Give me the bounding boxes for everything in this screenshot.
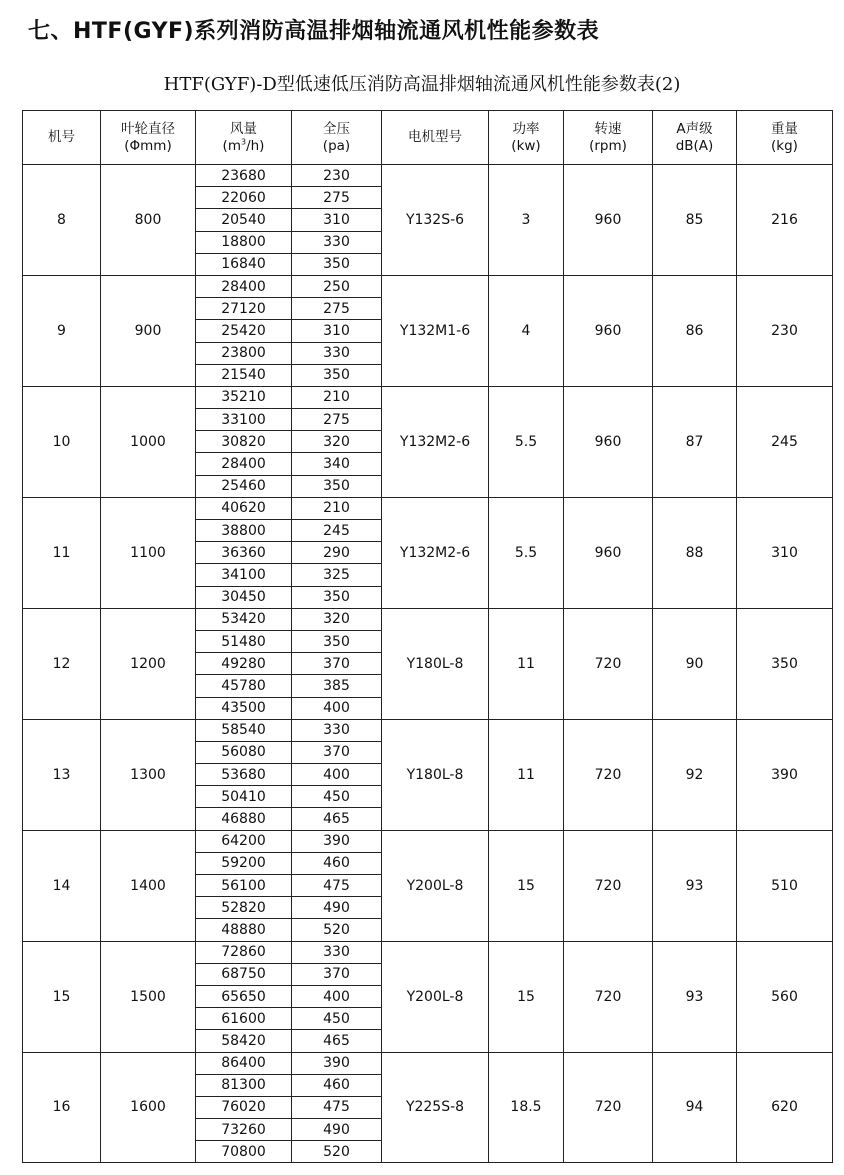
header-model-no: 机号 [23, 111, 101, 165]
airflow-cell: 28400 [196, 453, 292, 475]
pressure-cell: 520 [292, 919, 382, 941]
weight-cell: 216 [737, 165, 833, 276]
speed-cell: 720 [564, 719, 653, 830]
airflow-cell: 36360 [196, 542, 292, 564]
speed-cell: 720 [564, 941, 653, 1052]
airflow-cell: 56080 [196, 741, 292, 763]
motor-model-cell: Y200L-8 [382, 941, 489, 1052]
airflow-cell: 33100 [196, 409, 292, 431]
table-row [23, 608, 833, 630]
pressure-cell: 325 [292, 564, 382, 586]
weight-cell: 350 [737, 608, 833, 719]
pressure-cell: 310 [292, 320, 382, 342]
model-no-cell: 13 [23, 719, 101, 830]
motor-model-cell: Y200L-8 [382, 830, 489, 941]
model-no-cell: 15 [23, 941, 101, 1052]
pressure-cell: 400 [292, 985, 382, 1007]
airflow-cell: 73260 [196, 1119, 292, 1141]
weight-cell: 390 [737, 719, 833, 830]
table-row [23, 830, 833, 852]
airflow-cell: 30820 [196, 431, 292, 453]
airflow-cell: 59200 [196, 852, 292, 874]
noise-level-cell: 90 [653, 608, 737, 719]
pressure-cell: 340 [292, 453, 382, 475]
pressure-cell: 490 [292, 897, 382, 919]
table-row [23, 719, 833, 741]
table-row [23, 1052, 833, 1074]
weight-cell: 560 [737, 941, 833, 1052]
airflow-cell: 56100 [196, 875, 292, 897]
noise-level-cell: 85 [653, 165, 737, 276]
speed-cell: 720 [564, 830, 653, 941]
pressure-cell: 330 [292, 719, 382, 741]
motor-model-cell: Y132M2-6 [382, 386, 489, 497]
section-title: 七、HTF(GYF)系列消防高温排烟轴流通风机性能参数表 [28, 19, 600, 44]
speed-cell: 720 [564, 608, 653, 719]
weight-cell: 510 [737, 830, 833, 941]
pressure-cell: 275 [292, 298, 382, 320]
pressure-cell: 385 [292, 675, 382, 697]
noise-level-cell: 94 [653, 1052, 737, 1163]
model-no-cell: 10 [23, 386, 101, 497]
pressure-cell: 400 [292, 764, 382, 786]
pressure-cell: 370 [292, 741, 382, 763]
header-row [23, 111, 833, 165]
pressure-cell: 390 [292, 830, 382, 852]
pressure-cell: 350 [292, 586, 382, 608]
motor-model-cell: Y132M2-6 [382, 497, 489, 608]
airflow-cell: 45780 [196, 675, 292, 697]
airflow-cell: 48880 [196, 919, 292, 941]
pressure-cell: 245 [292, 520, 382, 542]
airflow-cell: 68750 [196, 963, 292, 985]
model-no-cell: 9 [23, 275, 101, 386]
impeller-diameter-cell: 800 [101, 165, 196, 276]
noise-level-cell: 88 [653, 497, 737, 608]
airflow-cell: 16840 [196, 253, 292, 275]
airflow-cell: 70800 [196, 1141, 292, 1163]
power-cell: 5.5 [489, 386, 564, 497]
pressure-cell: 460 [292, 1074, 382, 1096]
pressure-cell: 350 [292, 475, 382, 497]
pressure-cell: 490 [292, 1119, 382, 1141]
airflow-cell: 30450 [196, 586, 292, 608]
table-row [23, 165, 833, 187]
pressure-cell: 210 [292, 386, 382, 408]
weight-cell: 245 [737, 386, 833, 497]
airflow-cell: 25460 [196, 475, 292, 497]
airflow-cell: 49280 [196, 653, 292, 675]
airflow-cell: 72860 [196, 941, 292, 963]
header-power: 功率 (kw) [489, 111, 564, 165]
airflow-cell: 76020 [196, 1096, 292, 1118]
pressure-cell: 330 [292, 342, 382, 364]
pressure-cell: 350 [292, 630, 382, 652]
pressure-cell: 370 [292, 653, 382, 675]
airflow-cell: 52820 [196, 897, 292, 919]
pressure-cell: 475 [292, 875, 382, 897]
airflow-cell: 64200 [196, 830, 292, 852]
noise-level-cell: 86 [653, 275, 737, 386]
pressure-cell: 350 [292, 364, 382, 386]
airflow-cell: 43500 [196, 697, 292, 719]
header-total-pressure: 全压 (pa) [292, 111, 382, 165]
motor-model-cell: Y180L-8 [382, 719, 489, 830]
impeller-diameter-cell: 1600 [101, 1052, 196, 1163]
motor-model-cell: Y132S-6 [382, 165, 489, 276]
pressure-cell: 465 [292, 1030, 382, 1052]
airflow-cell: 18800 [196, 231, 292, 253]
airflow-cell: 65650 [196, 985, 292, 1007]
pressure-cell: 310 [292, 209, 382, 231]
power-cell: 11 [489, 719, 564, 830]
airflow-cell: 23680 [196, 165, 292, 187]
pressure-cell: 450 [292, 1008, 382, 1030]
airflow-cell: 25420 [196, 320, 292, 342]
airflow-cell: 51480 [196, 630, 292, 652]
pressure-cell: 370 [292, 963, 382, 985]
model-no-cell: 8 [23, 165, 101, 276]
model-no-cell: 11 [23, 497, 101, 608]
pressure-cell: 350 [292, 253, 382, 275]
header-motor-model: 电机型号 [382, 111, 489, 165]
model-no-cell: 14 [23, 830, 101, 941]
pressure-cell: 330 [292, 231, 382, 253]
pressure-cell: 520 [292, 1141, 382, 1163]
airflow-cell: 53680 [196, 764, 292, 786]
airflow-cell: 50410 [196, 786, 292, 808]
airflow-cell: 58540 [196, 719, 292, 741]
airflow-cell: 53420 [196, 608, 292, 630]
model-no-cell: 12 [23, 608, 101, 719]
model-no-cell: 16 [23, 1052, 101, 1163]
pressure-cell: 275 [292, 409, 382, 431]
pressure-cell: 450 [292, 786, 382, 808]
airflow-cell: 27120 [196, 298, 292, 320]
pressure-cell: 390 [292, 1052, 382, 1074]
airflow-cell: 34100 [196, 564, 292, 586]
pressure-cell: 475 [292, 1096, 382, 1118]
airflow-cell: 22060 [196, 187, 292, 209]
noise-level-cell: 93 [653, 830, 737, 941]
noise-level-cell: 93 [653, 941, 737, 1052]
airflow-cell: 28400 [196, 275, 292, 297]
table-row [23, 386, 833, 408]
impeller-diameter-cell: 1400 [101, 830, 196, 941]
pressure-cell: 250 [292, 275, 382, 297]
airflow-cell: 20540 [196, 209, 292, 231]
table-title: HTF(GYF)-D型低速低压消防高温排烟轴流通风机性能参数表(2) [163, 74, 681, 95]
motor-model-cell: Y225S-8 [382, 1052, 489, 1163]
impeller-diameter-cell: 1300 [101, 719, 196, 830]
pressure-cell: 320 [292, 608, 382, 630]
airflow-cell: 61600 [196, 1008, 292, 1030]
pressure-cell: 275 [292, 187, 382, 209]
impeller-diameter-cell: 900 [101, 275, 196, 386]
airflow-cell: 38800 [196, 520, 292, 542]
speed-cell: 960 [564, 275, 653, 386]
pressure-cell: 230 [292, 165, 382, 187]
header-speed: 转速 (rpm) [564, 111, 653, 165]
power-cell: 15 [489, 941, 564, 1052]
pressure-cell: 290 [292, 542, 382, 564]
header-airflow: 风量 $(m^3/h)$ [196, 111, 292, 165]
table-row [23, 497, 833, 519]
impeller-diameter-cell: 1100 [101, 497, 196, 608]
power-cell: 5.5 [489, 497, 564, 608]
airflow-cell: 46880 [196, 808, 292, 830]
noise-level-cell: 87 [653, 386, 737, 497]
pressure-cell: 210 [292, 497, 382, 519]
table-row [23, 275, 833, 297]
pressure-cell: 330 [292, 941, 382, 963]
pressure-cell: 460 [292, 852, 382, 874]
header-noise-level: A声级 dB(A) [653, 111, 737, 165]
power-cell: 3 [489, 165, 564, 276]
pressure-cell: 320 [292, 431, 382, 453]
table-body [23, 165, 833, 1163]
table-row [23, 941, 833, 963]
speed-cell: 720 [564, 1052, 653, 1163]
power-cell: 15 [489, 830, 564, 941]
airflow-cell: 35210 [196, 386, 292, 408]
airflow-cell: 40620 [196, 497, 292, 519]
impeller-diameter-cell: 1500 [101, 941, 196, 1052]
weight-cell: 310 [737, 497, 833, 608]
airflow-cell: 81300 [196, 1074, 292, 1096]
pressure-cell: 465 [292, 808, 382, 830]
airflow-cell: 58420 [196, 1030, 292, 1052]
airflow-cell: 86400 [196, 1052, 292, 1074]
motor-model-cell: Y180L-8 [382, 608, 489, 719]
weight-cell: 620 [737, 1052, 833, 1163]
power-cell: 4 [489, 275, 564, 386]
weight-cell: 230 [737, 275, 833, 386]
power-cell: 11 [489, 608, 564, 719]
motor-model-cell: Y132M1-6 [382, 275, 489, 386]
performance-table [22, 110, 833, 1163]
header-impeller-diameter: 叶轮直径 (Φmm) [101, 111, 196, 165]
header-weight: 重量 (kg) [737, 111, 833, 165]
speed-cell: 960 [564, 165, 653, 276]
airflow-cell: 21540 [196, 364, 292, 386]
speed-cell: 960 [564, 497, 653, 608]
speed-cell: 960 [564, 386, 653, 497]
impeller-diameter-cell: 1200 [101, 608, 196, 719]
impeller-diameter-cell: 1000 [101, 386, 196, 497]
pressure-cell: 400 [292, 697, 382, 719]
airflow-cell: 23800 [196, 342, 292, 364]
power-cell: 18.5 [489, 1052, 564, 1163]
noise-level-cell: 92 [653, 719, 737, 830]
